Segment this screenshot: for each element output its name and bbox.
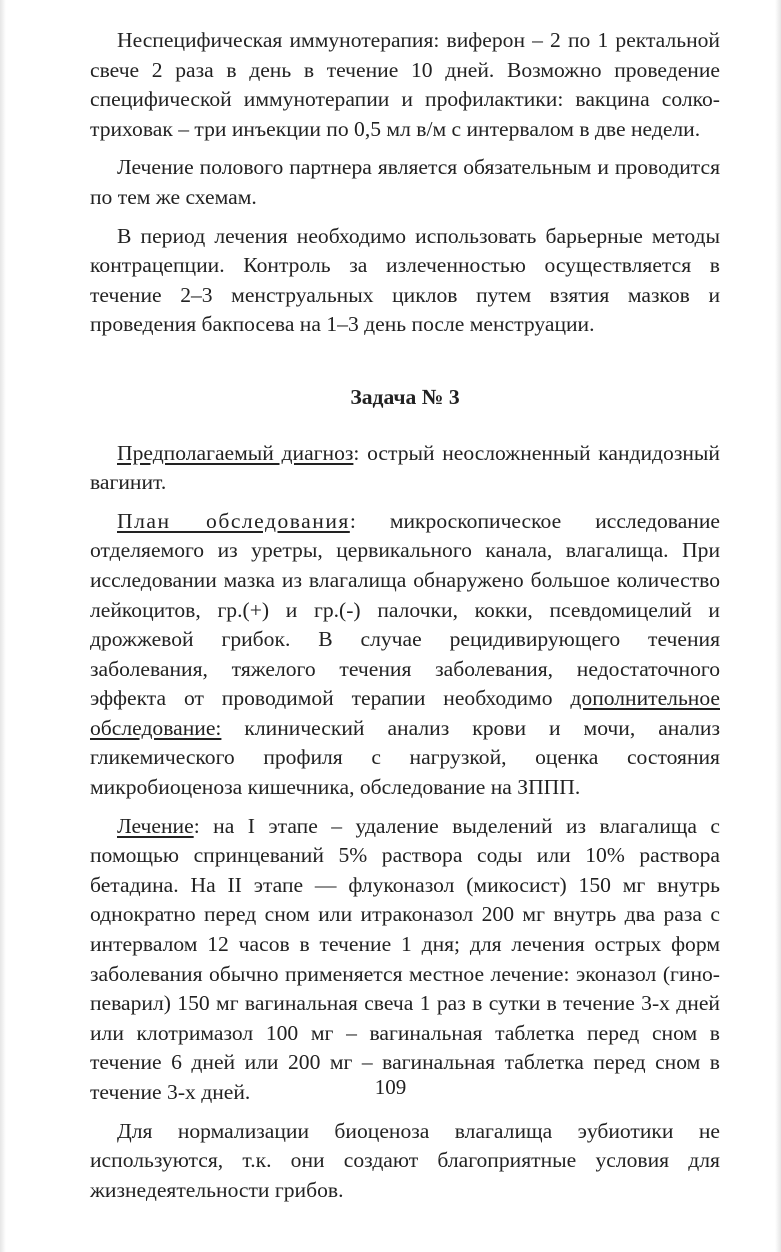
diagnosis-text: : острый неосложненный кандидозный вагинит. [90, 440, 720, 495]
paragraph-treatment [90, 812, 720, 1108]
paragraph-contraception: В период лечения необходимо использовать барьерные методы контрацепции. Контроль за излеченностью осуществляется в течение 2–3 менструальных циклов путем взятия мазков и проведения бакпосева на 1–3 день после менструации. [90, 223, 720, 337]
page-number: 109 [374, 1075, 407, 1099]
paragraph-immunotherapy: Неспецифическая иммунотерапия: виферон – 2 по 1 ректальной свече 2 раза в день в течение 10 дней. Возможно проведение специфической иммунотерапии и профилактики: вакцина солко-триховак – три инъекции по 0,5 мл в/м с интервалом в две недели. [90, 28, 720, 141]
plan-text-before: : микроскопическое исследование отделяемого из уретры, цервикального канала, влагалища. При исследовании мазка из влагалища обнаружено большое количество лейкоцитов, гр.(+) и гр.(-) палочки, кокки, псевдомицелий и дрожжевой грибок. В случае рецидивирующего течения заболевания, тяжелого течения заболевания, недостаточного эффекта от проводимой терапии необходимо [90, 508, 720, 711]
task-heading: Задача № 3 [350, 384, 460, 409]
diagnosis-label: Предполагаемый диагноз [117, 440, 354, 465]
treatment-label: Лечение [117, 813, 194, 838]
paragraph-eubiotics: Для нормализации биоценоза влагалища эубиотики не используются, т.к. они создают благоприятные условия для жизнедеятельности грибов. [90, 1118, 720, 1202]
plan-text-after: клинический анализ крови и мочи, анализ гликемического профиля с нагрузкой, оценка состояния микробиоценоза кишечника, обследование на ЗППП. [90, 715, 720, 800]
scan-edge-right [775, 0, 781, 1252]
treatment-text: : на I этапе – удаление выделений из влагалища с помощью спринцеваний 5% раствора соды или 10% раствора бетадина. На II этапе — флуконазол (микосист) 150 мг внутрь однократно перед сном или итраконазол 200 мг внутрь два раза с интервалом 12 часов в течение 1 дня; для лечения острых форм заболевания обычно применяется местное лечение: эконазол (гино-певарил) 150 мг вагинальная свеча 1 раз в сутки в течение 3-х дней или клотримазол 100 мг – вагинальная таблетка перед сном в течение 6 дней или 200 мг – вагинальная таблетка перед сном в течение 3-х дней. [90, 813, 720, 1104]
plan-label: План обследования [117, 508, 350, 533]
scan-edge-left [0, 0, 6, 1252]
page-body [90, 26, 720, 1214]
paragraph-examination-plan [90, 507, 720, 803]
paragraph-diagnosis [90, 439, 720, 498]
paragraph-partner-treatment: Лечение полового партнера является обязательным и проводится по тем же схемам. [90, 155, 720, 209]
additional-exam-label: дополнительное обследование: [90, 686, 720, 740]
